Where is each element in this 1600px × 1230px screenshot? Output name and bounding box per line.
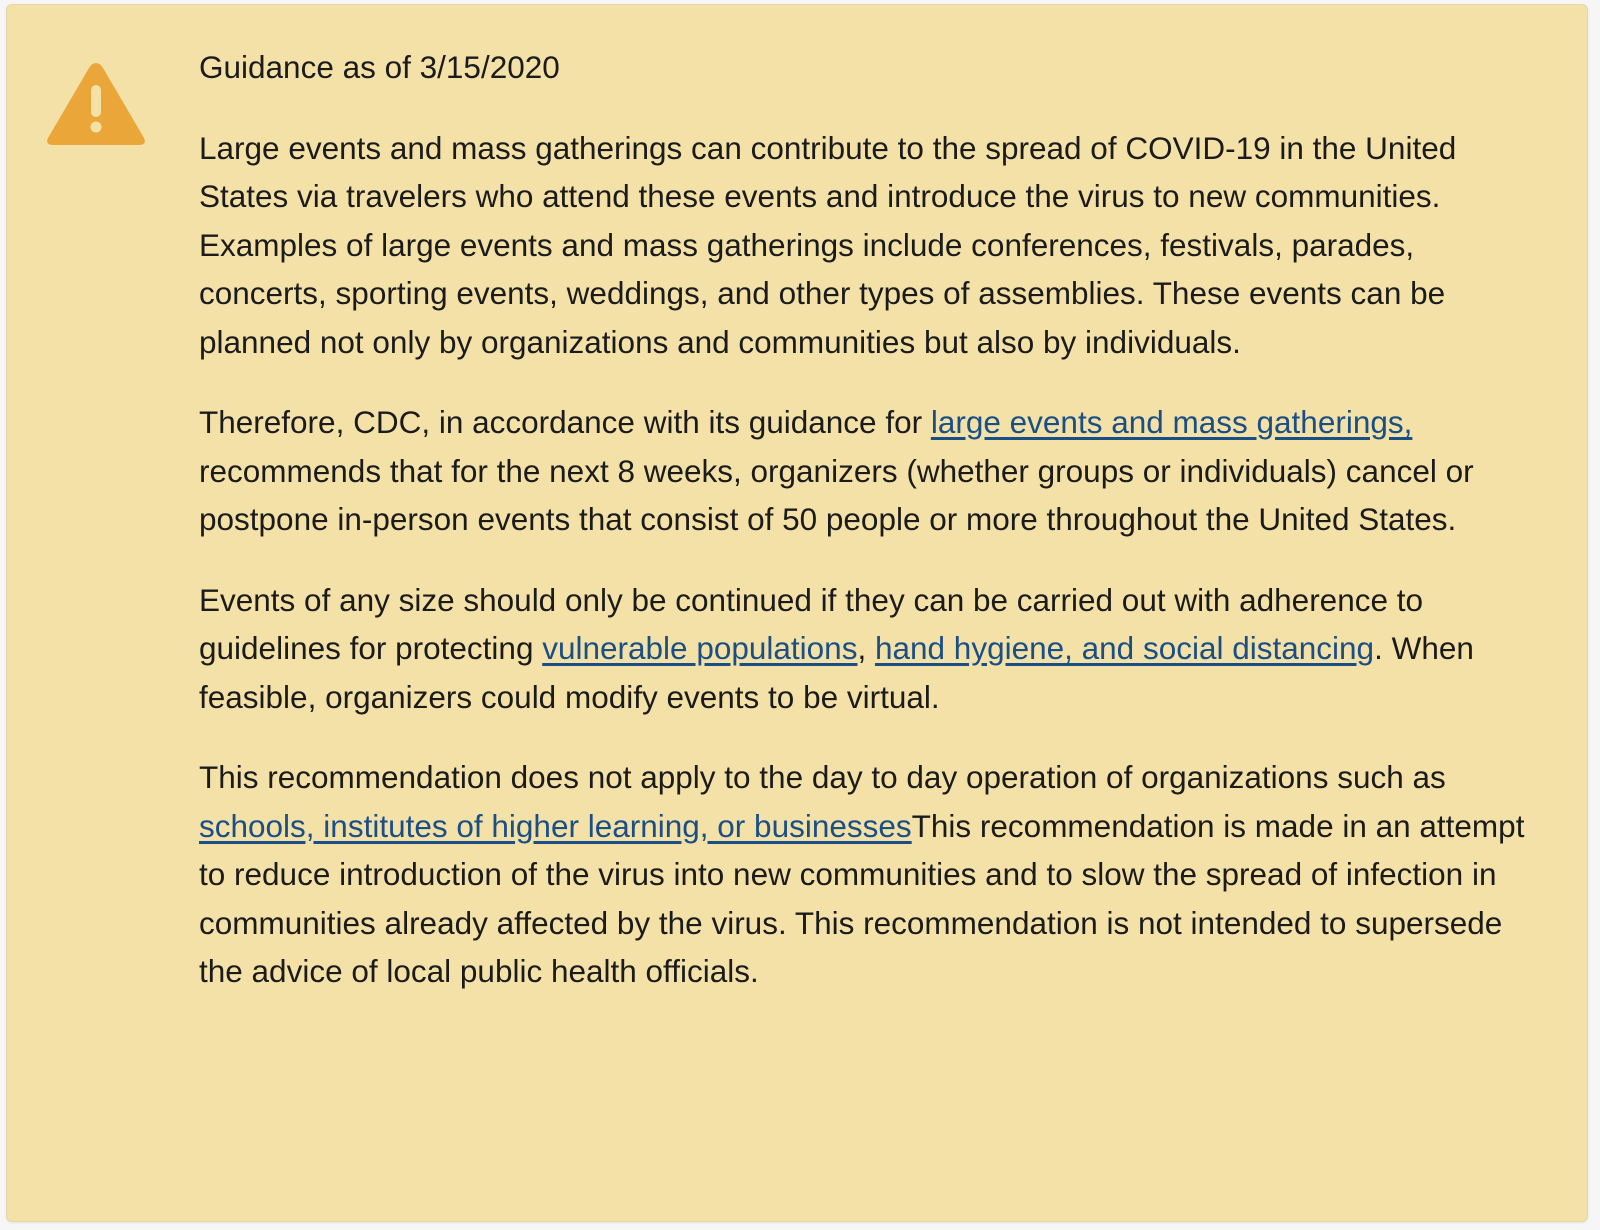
paragraph-events-any-size [199,576,1529,722]
paragraph-recommendation [199,398,1529,544]
vulnerable-populations-link[interactable]: vulnerable populations [542,630,858,666]
text: This recommendation does not apply to the day to day operation of organizations such as [199,759,1446,795]
alert-content [199,43,1529,1028]
alert-title: Guidance as of 3/15/2020 [199,49,560,85]
paragraph-mass-gatherings: Large events and mass gatherings can contribute to the spread of COVID-19 in the United States via travelers who attend these events and introduce the virus to new communities. Examples of large events and mass gatherings include conferences, festivals, parades, concerts, sporting events, weddings, and other types of assemblies. These events can be planned not only by organizations and communities but also by individuals. [199,129,1457,360]
paragraph-scope [199,753,1529,996]
text: , [857,630,875,666]
warning-triangle-icon [45,59,147,149]
large-events-link[interactable]: large events and mass gatherings, [930,404,1413,440]
text: Therefore, CDC, in accordance with its guidance for [199,404,931,440]
text: This recommendation is made in an attempt to reduce introduction of the virus into new communities and to slow the spread of infection in communities already affected by the virus. This recommendation is not intended to supersede the advice of local public health officials. [199,807,1525,989]
hand-hygiene-link[interactable]: hand hygiene, and social distancing [874,630,1375,666]
schools-businesses-link[interactable]: schools, institutes of higher learning, or businesses [199,807,912,844]
text: recommends that for the next 8 weeks, organizers (whether groups or individuals) cancel or postpone in-person events that consist of 50 people or more throughout the United States. [199,452,1474,537]
text: . When feasible, organizers could modify events to be virtual. [199,630,1474,715]
text: Events of any size should only be continued if they can be carried out with adherence to guidelines for protecting [199,581,1424,666]
guidance-alert [6,4,1588,1222]
